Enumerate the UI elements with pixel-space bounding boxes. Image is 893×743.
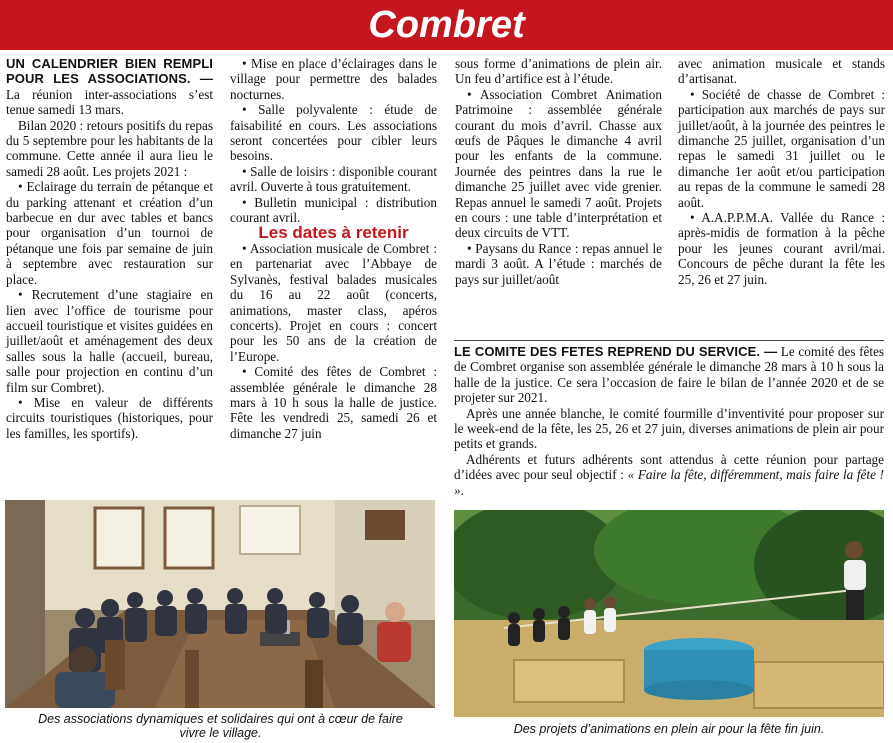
paragraph: • Paysans du Rance : repas annuel le mardi 3 août. A l’étude : marchés de pays sur juillet/août — [455, 240, 662, 287]
paragraph: • Mise en place d’éclairages dans le village pour permettre des balades nocturnes. — [230, 56, 437, 102]
paragraph: • Salle de loisirs : disponible courant avril. Ouverte à tous gratuitement. — [230, 163, 437, 195]
tug-of-war-photo — [454, 510, 884, 717]
meeting-photo-caption: Des associations dynamiques et solidaires qui ont à cœur de faire vivre le village. — [38, 712, 403, 740]
article-1-lead — [6, 56, 213, 118]
meeting-photo — [5, 500, 435, 708]
section-subheading: Les dates à retenir — [258, 223, 409, 243]
paragraph-text: Adhérents et futurs adhérents sont attendus à cette réunion pour partage d’idées avec pour seul objectif : — [454, 451, 884, 483]
paragraph-end: . — [460, 482, 464, 498]
paragraph — [454, 452, 884, 498]
column-2 — [230, 56, 437, 441]
paragraph: • A.A.P.P.M.A. Vallée du Rance : après-midis de formation à la pêche pour les jeunes courant avril/mai. Concours de pêche durant la fête les 25, 26 et 27 juin. — [678, 210, 885, 287]
paragraph: sous forme d’animations de plein air. Un feu d’artifice est à l’étude. — [455, 56, 662, 87]
article-2-lead-text: Le comité des fêtes de Combret organise son assemblée générale le dimanche 28 mars à 10 h sous la halle de la justice. Ce sera l’occasion de faire le bilan de l’année 2020 et de se projeter sur 2021. — [454, 344, 884, 406]
tug-of-war-illustration — [454, 510, 884, 717]
article-2 — [454, 340, 884, 498]
paragraph: • Association Combret Animation Patrimoine : assemblée générale courant du mois d’avril. Chasse aux œufs de Pâques le dimanche 4 avril pour les enfants de la commune. Journée des peintres dans la rue le dimanche 25 juillet avec vide grenier. Repas annuel le samedi 7 août. Projets en cours : une table d’interprétation et deux circuits de VTT. — [455, 86, 662, 241]
tug-of-war-caption: Des projets d’animations en plein air pour la fête fin juin. — [513, 722, 825, 736]
paragraph: • Eclairage du terrain de pétanque et du parking attenant et création d’un barbecue en dur avec tables et bancs pour organisation d’un tournoi de pétanque une fois par semaine de juin à septembre avec restauration sur place. — [6, 179, 213, 287]
article-1-intro: La réunion inter-associations s’est tenue samedi 13 mars. — [6, 86, 213, 118]
paragraph: • Société de chasse de Combret : participation aux marchés de pays sur juillet/août, à la journée des peintres le dimanche 25 juillet, organisation d’un repas le samedi 31 juillet ou le dimanche 1er août et/ou participation au repas de la commune le samedi 28 août. — [678, 86, 885, 210]
paragraph: • Recrutement d’une stagiaire en lien avec l’office de tourisme pour accueil touristique et visites guidées en juillet/août et aménagement des deux salles sous la halle (accueil, bureau, salle pour projection en continu d’un film sur Combret). — [6, 287, 213, 395]
article-1-heading: UN CALENDRIER BIEN REMPLI POUR LES ASSOCIATIONS. — — [6, 56, 213, 87]
article-2-heading: LE COMITE DES FETES REPREND DU SERVICE. — — [454, 344, 778, 359]
paragraph: • Comité des fêtes de Combret : assemblée générale le dimanche 28 mars à 10 h sous la halle de justice. Fête les vendredi 25, samedi 26 et dimanche 27 juin — [230, 364, 437, 441]
page-title: Combret — [368, 3, 525, 46]
title-banner — [0, 0, 893, 50]
column-4 — [678, 56, 885, 287]
paragraph: Après une année blanche, le comité fourmille d’inventivité pour proposer sur le week-end de la fête, les 25, 26 et 27 juin, diverses animations de plein air pour petits et grands. — [454, 405, 884, 452]
meeting-photo-illustration — [5, 500, 435, 708]
column-1 — [6, 56, 213, 441]
paragraph: avec animation musicale et stands d’artisanat. — [678, 56, 885, 87]
column-3 — [455, 56, 662, 287]
paragraph: Bilan 2020 : retours positifs du repas du 5 septembre pour les habitants de la commune. Cette année il aura lieu le samedi 28 août. Les projets 2021 : — [6, 117, 213, 179]
quote: « Faire la fête, différemment, mais faire la fête ! » — [454, 467, 884, 498]
paragraph: • Association musicale de Combret : en partenariat avec l’Abbaye de Sylvanès, festival balades musicales du 16 au 22 août (concerts, animations, master class, apéros concerts). Projet en cours : concert pour les 50 ans de la création de l’Europe. — [230, 240, 437, 364]
article-2-lead — [454, 344, 884, 406]
paragraph: • Mise en valeur de différents circuits touristiques (historiques, pour les familles, les sportifs). — [6, 394, 213, 441]
paragraph: • Bulletin municipal : distribution courant avril. — [230, 194, 437, 226]
paragraph: • Salle polyvalente : étude de faisabilité en cours. Les associations seront concertées pour cibler leurs besoins. — [230, 102, 437, 164]
